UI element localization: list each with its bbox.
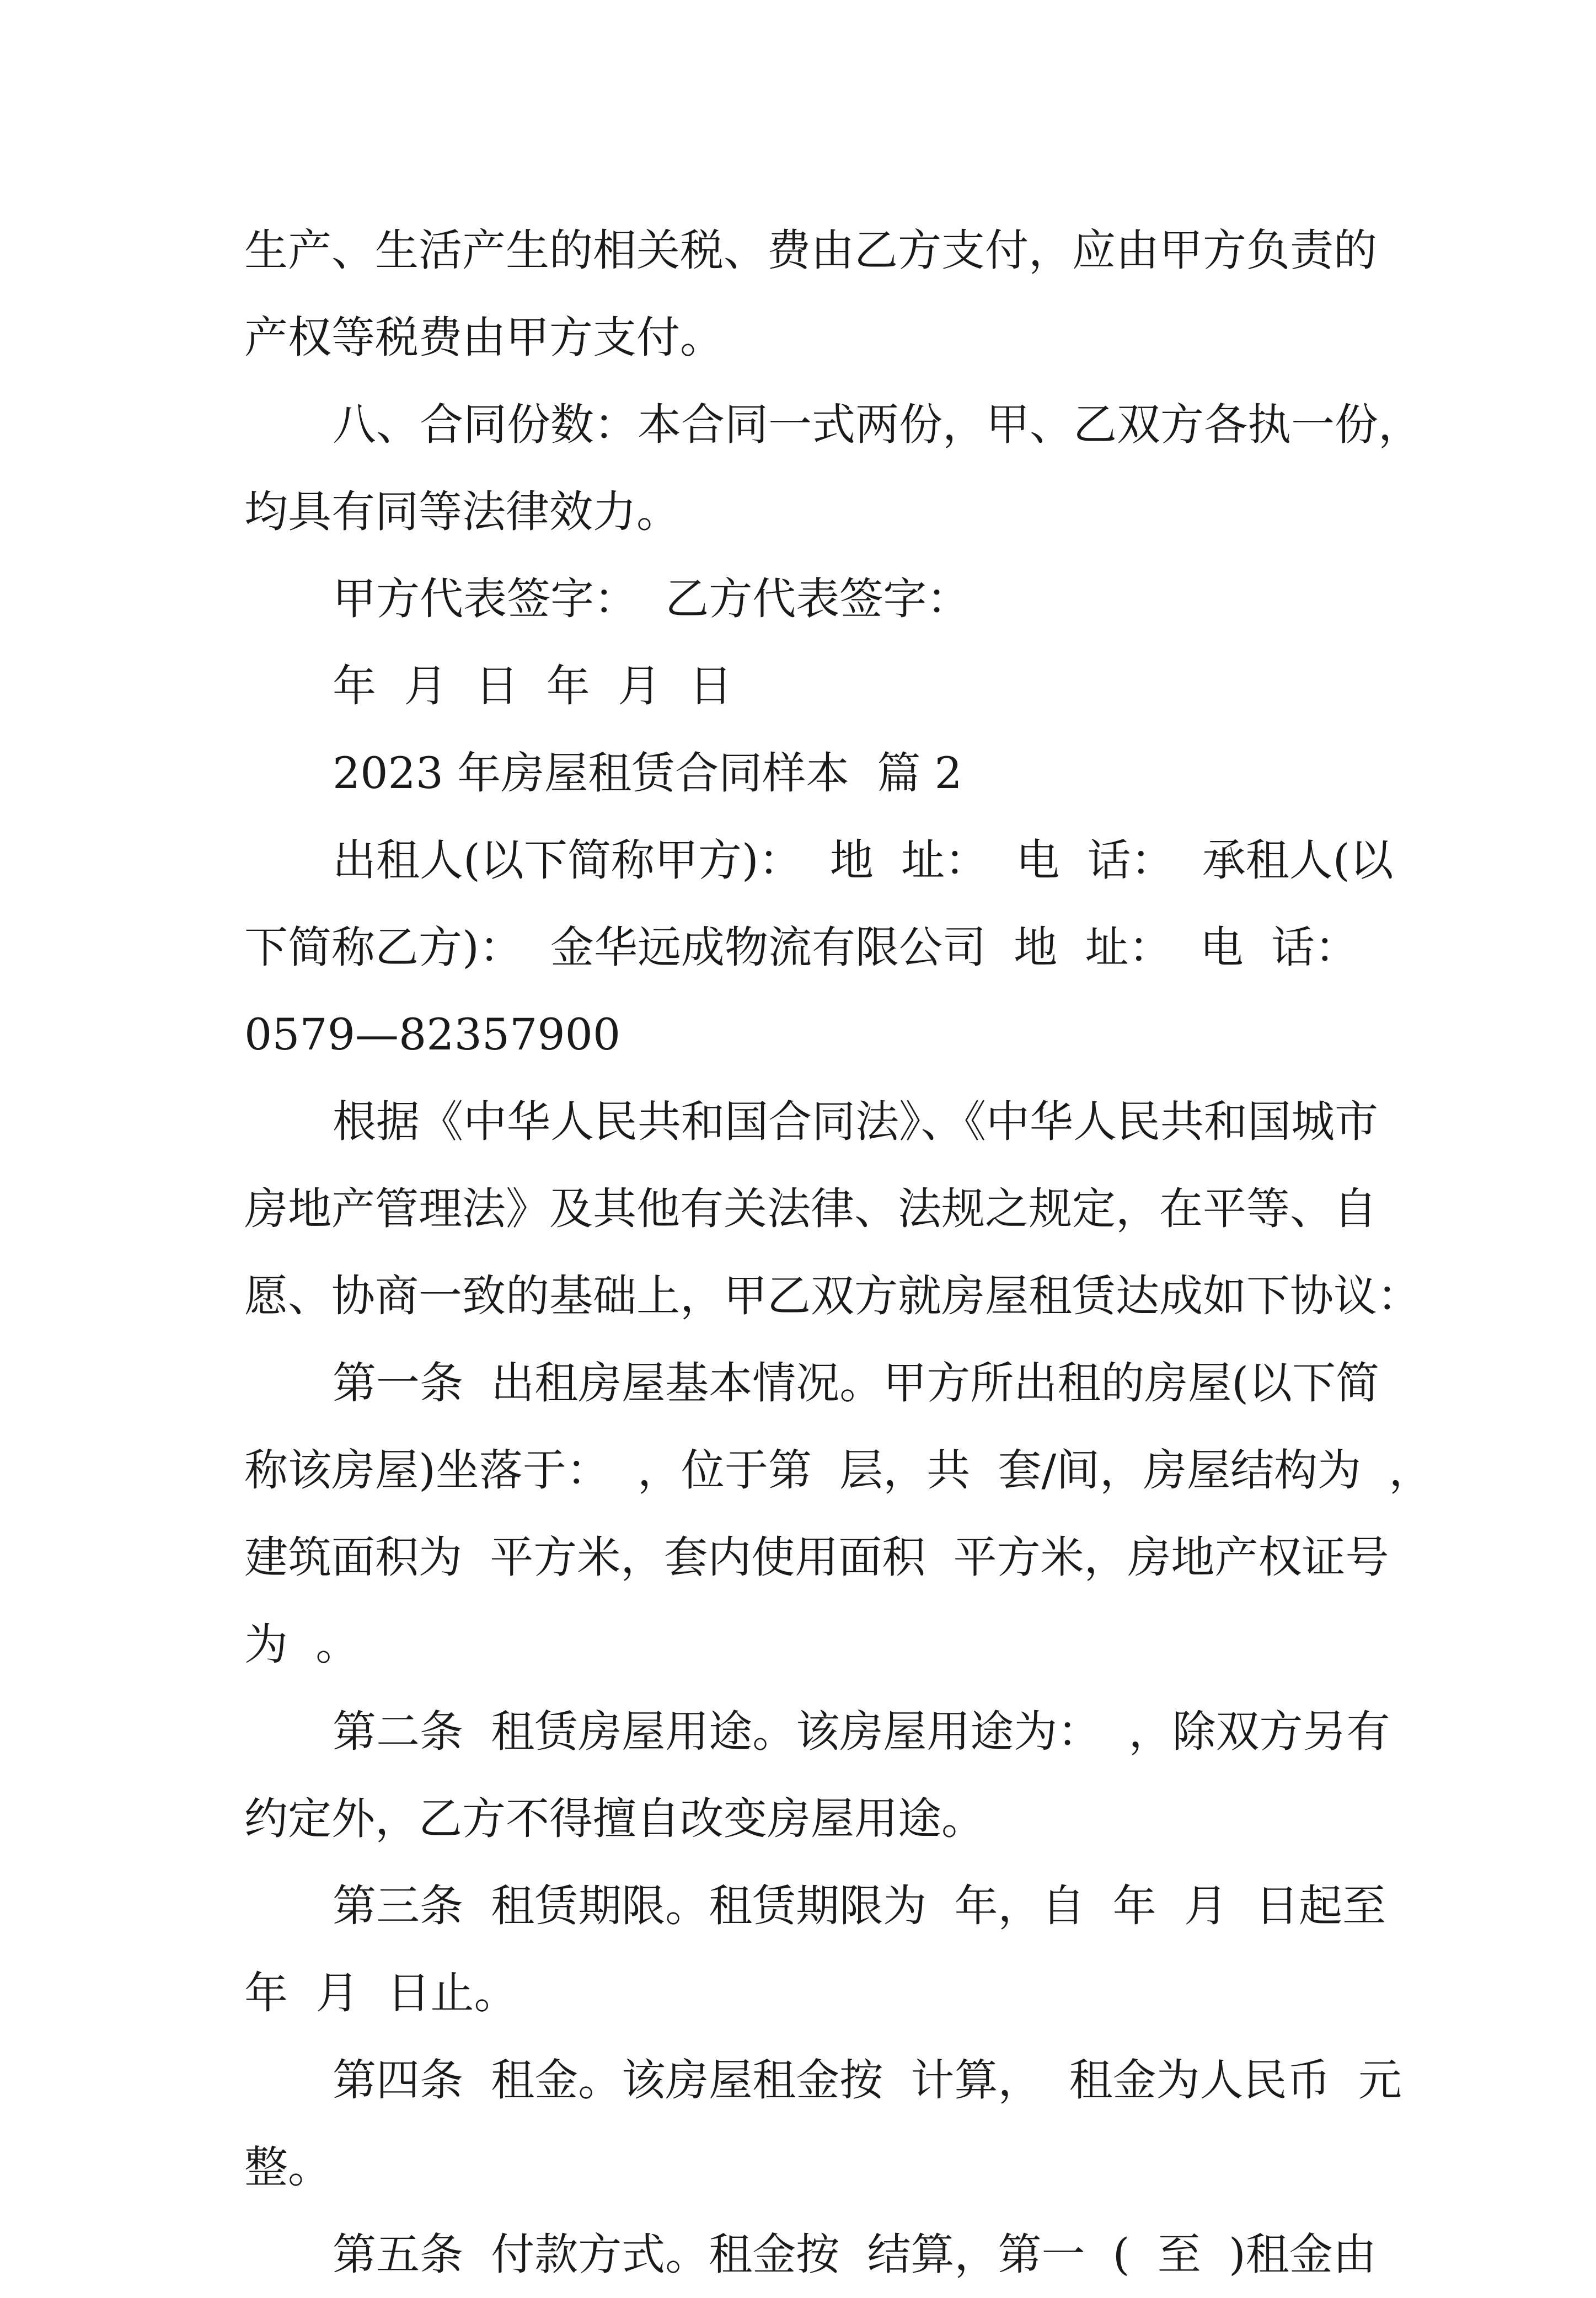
text-line: 八、合同份数：本合同一式两份，甲、乙双方各执一份，	[333, 399, 1422, 450]
text-line: 均具有同等法律效力。	[244, 486, 680, 537]
text-line: 第五条 付款方式。租金按 结算，第一 ( 至 )租金由	[333, 2229, 1377, 2280]
signature-line: 甲方代表签字： 乙方代表签字：	[333, 574, 971, 624]
text-line: 产权等税费由甲方支付。	[244, 312, 724, 363]
phone-number: 0579—82357900	[244, 1009, 621, 1060]
text-line: 年 月 日止。	[244, 1968, 518, 2018]
text-line: 根据《中华人民共和国合同法》、《中华人民共和国城市	[333, 1096, 1378, 1147]
text-line: 下简称乙方)： 金华远成物流有限公司 地 址： 电 话：	[244, 922, 1358, 973]
text-line: 称该房屋)坐落于： ，位于第 层，共 套/间，房屋结构为 ，	[244, 1445, 1433, 1496]
text-line: 第一条 出租房屋基本情况。甲方所出租的房屋(以下简	[333, 1358, 1380, 1408]
text-line: 第二条 租赁房屋用途。该房屋用途为： ，除双方另有	[333, 1706, 1390, 1757]
text-line: 整。	[244, 2142, 331, 2193]
date-line: 年 月 日 年 月 日	[333, 661, 733, 711]
document-body	[244, 207, 1433, 2298]
text-line: 为 。	[244, 1619, 360, 1670]
text-line: 出租人(以下简称甲方)： 地 址： 电 话： 承租人(以	[333, 835, 1394, 886]
text-line: 生产、生活产生的相关税、费由乙方支付，应由甲方负责的	[244, 225, 1377, 276]
text-line: 房地产管理法》及其他有关法律、法规之规定，在平等、自	[244, 1183, 1377, 1234]
text-line: 第四条 租金。该房屋租金按 计算， 租金为人民币 元	[333, 2055, 1402, 2106]
text-line: 约定外，乙方不得擅自改变房屋用途。	[244, 1793, 985, 1844]
section-heading: 2023 年房屋租赁合同样本 篇 2	[333, 748, 962, 799]
text-line: 第三条 租赁期限。租赁期限为 年，自 年 月 日起至	[333, 1881, 1386, 1931]
text-line: 愿、协商一致的基础上，甲乙双方就房屋租赁达成如下协议：	[244, 1271, 1421, 1321]
text-line: 建筑面积为 平方米，套内使用面积 平方米，房地产权证号	[244, 1532, 1389, 1583]
